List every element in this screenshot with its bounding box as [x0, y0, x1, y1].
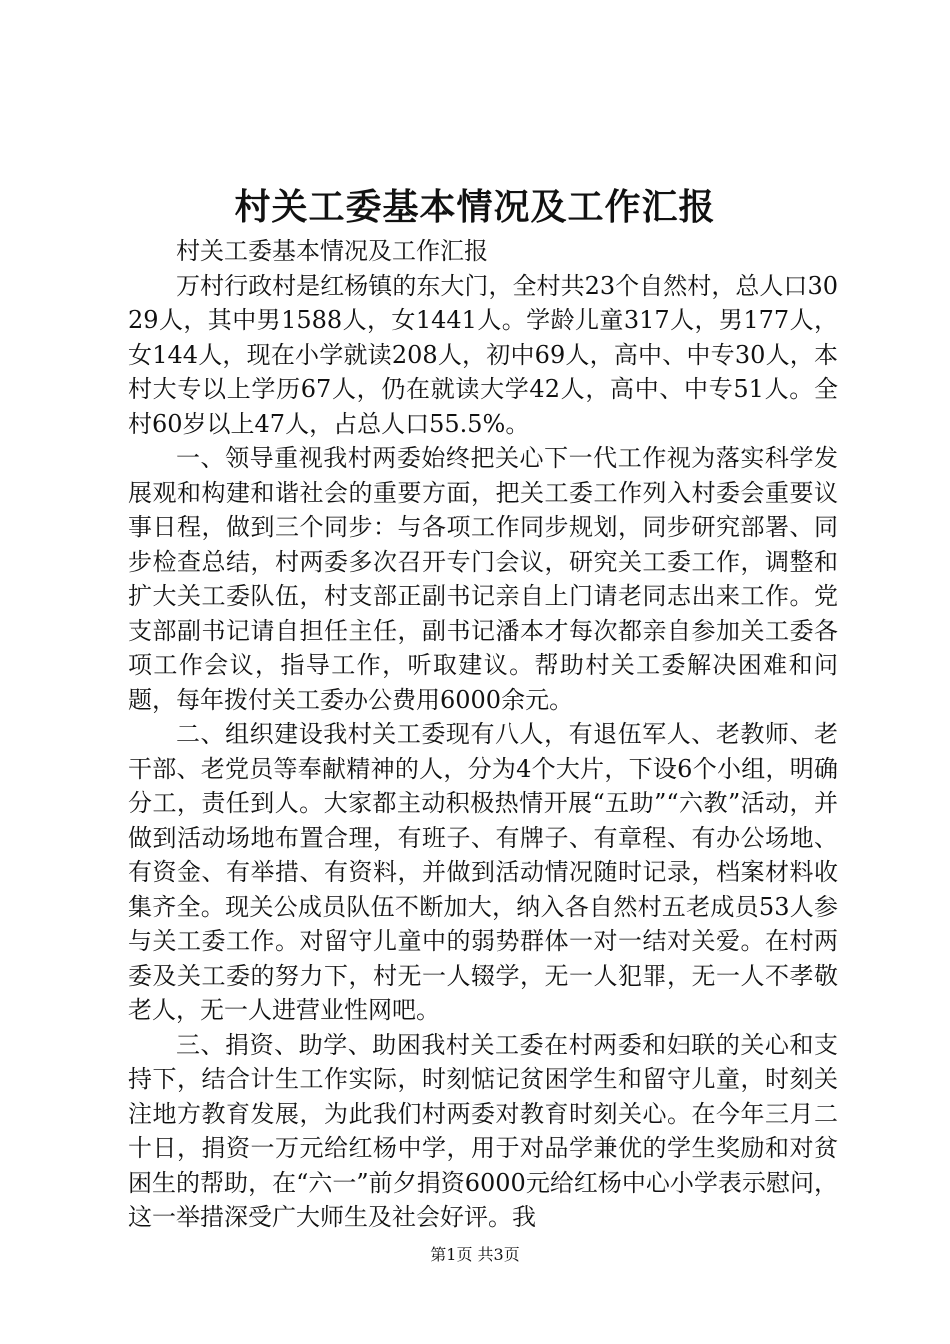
body-paragraph-leadership: 一、领导重视我村两委始终把关心下一代工作视为落实科学发展观和构建和谐社会的重要方面，把关工委工作列入村委会重要议事日程，做到三个同步：与各项工作同步规划，同步研究部署、同步检查总结，村两委多次召开专门会议，研究关工委工作，调整和扩大关工委队伍，村支部正副书记亲自上门请老同志出来工作。党支部副书记请自担任主任，副书记潘本才每次都亲自参加关工委各项工作会议，指导工作，听取建议。帮助村关工委解决困难和问题，每年拨付关工委办公费用6000余元。: [128, 444, 838, 714]
body-paragraph-overview: 万村行政村是红杨镇的东大门，全村共23个自然村，总人口3029人，其中男1588人，女1441人。学龄儿童317人，男177人，女144人，现在小学就读208人，初中69人，高中、中专30人，本村大专以上学历67人，仍在就读大学42人，高中、中专51人。全村60岁以上47人，占总人口55.5%。: [128, 271, 838, 438]
body-paragraph-organization: 二、组织建设我村关工委现有八人，有退伍军人、老教师、老干部、老党员等奉献精神的人，分为4个大片，下设6个小组，明确分工，责任到人。大家都主动积极热情开展“五助”“六教”活动，并做到活动场地布置合理，有班子、有牌子、有章程、有办公场地、有资金、有举措、有资料，并做到活动情况随时记录，档案材料收集齐全。现关公成员队伍不断加大，纳入各自然村五老成员53人参与关工委工作。对留守儿童中的弱势群体一对一结对关爱。在村两委及关工委的努力下，村无一人辍学，无一人犯罪，无一人不孝敬老人，无一人进营业性网吧。: [128, 720, 838, 1024]
body-paragraph-donation: 三、捐资、助学、助困我村关工委在村两委和妇联的关心和支持下，结合计生工作实际，时刻惦记贫困学生和留守儿童，时刻关注地方教育发展，为此我们村两委对教育时刻关心。在今年三月二十日，捐资一万元给红杨中学，用于对品学兼优的学生奖励和对贫困生的帮助，在“六一”前夕捐资6000元给红杨中心小学表示慰问，这一举措深受广大师生及社会好评。我: [128, 1030, 838, 1231]
document-title: 村关工委基本情况及工作汇报: [234, 186, 716, 228]
document-body: [128, 234, 838, 1235]
page-footer: 第1页 共3页: [430, 1245, 520, 1264]
body-paragraph-subtitle: 村关工委基本情况及工作汇报: [176, 237, 488, 265]
